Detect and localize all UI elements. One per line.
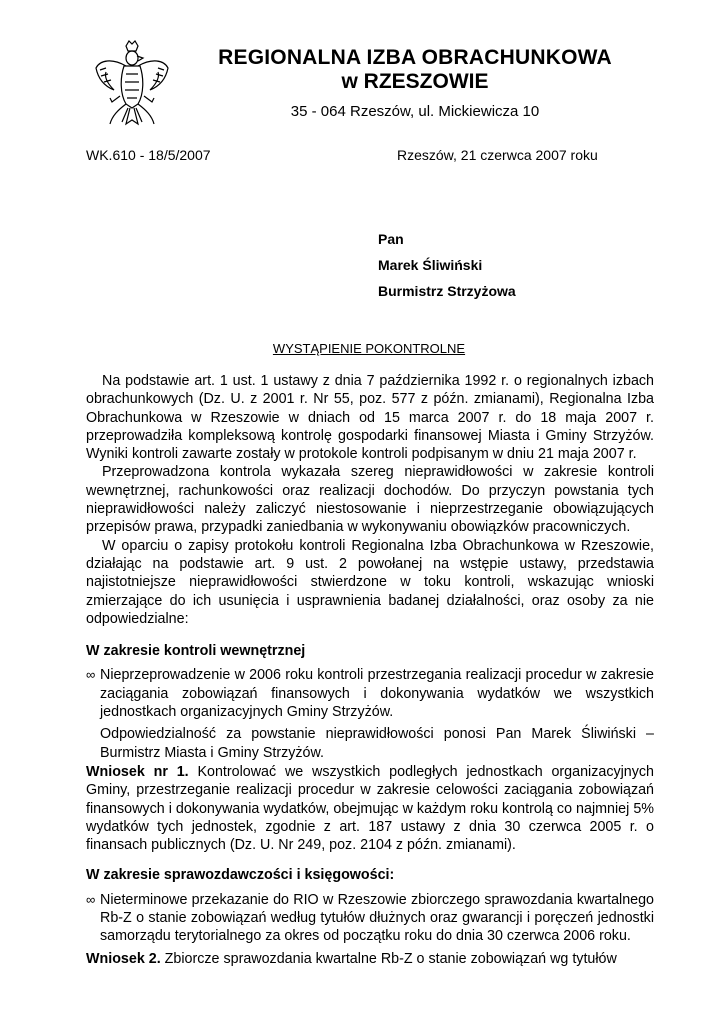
finding-text: Nieterminowe przekazanie do RIO w Rzeszowie zbiorczego sprawozdania kwartalnego Rb-Z o stanie zobowiązań według tytułów dłużnych oraz gwarancji i poręczeń jednostki samorządu terytorialnego za okres od początku roku do dnia 30 czerwca 2006 roku. [100,891,654,945]
request-label: Wniosek 2. [86,950,161,967]
addressee-salutation: Pan [378,231,404,247]
reference-number: WK.610 - 18/5/2007 [86,147,211,163]
infinity-bullet-icon: ∞ [86,891,96,907]
institution-name: REGIONALNA IZBA OBRACHUNKOWA [218,46,612,69]
request-text: Kontrolować we wszystkich podległych jednostkach organizacyjnych Gminy, przestrzeganie realizacji procedur w zakresie celowości zaciągania zobowiązań finansowych i dokonywania wydatków, obejmując w każdym roku kontrolą co najmniej 5% wydatków tych jednostek, zgodnie z art. 187 ustawy z dnia 30 czerwca 2005 r. o finansach publicznych (Dz. U. Nr 249, poz. 2104 z późn. zmianami). [86,763,654,854]
section-heading-internal-control: W zakresie kontroli wewnętrznej [86,643,306,660]
polish-eagle-emblem-icon [92,38,172,130]
document-title: WYSTĄPIENIE POKONTROLNE [272,341,466,356]
addressee-position: Burmistrz Strzyżowa [378,283,516,299]
request-paragraph [86,763,654,854]
finding-text: Nieprzeprowadzenie w 2006 roku kontroli przestrzegania realizacji procedur w zakresie zaciągania zobowiązań finansowych i dokonywania wydatków we wszystkich jednostkach organizacyjnych Gminy Strzyżów. [100,667,654,721]
addressee-name: Marek Śliwiński [378,257,483,273]
request-text: Zbiorcze sprawozdania kwartalne Rb-Z o stanie zobowiązań wg tytułów [164,950,617,967]
institution-address: 35 - 064 Rzeszów, ul. Mickiewicza 10 [290,103,540,120]
finding-item [86,891,654,946]
finding-item [86,666,654,721]
intro-paragraph: Na podstawie art. 1 ust. 1 ustawy z dnia 7 października 1992 r. o regionalnych izbach obrachunkowych (Dz. U. z 2001 r. Nr 55, poz. 577 z późn. zmianami), Regionalna Izba Obrachunkowa w Rzeszowie w dniach od 15 marca 2007 r. do 18 maja 2007 r. przeprowadziła kompleksową kontrolę gospodarki finansowej Miasta i Gminy Strzyżów. Wyniki kontroli zawarte zostały w protokole kontroli podpisanym w dniu 21 maja 2007 r. [86,373,654,463]
institution-city: w RZESZOWIE [341,70,489,93]
document-body [86,372,654,968]
place-and-date: Rzeszów, 21 czerwca 2007 roku [397,147,598,163]
intro-paragraph: W oparciu o zapisy protokołu kontroli Regionalna Izba Obrachunkowa w Rzeszowie, działając na podstawie art. 9 ust. 2 powołanej na wstępie ustawy, przedstawia najistotniejsze nieprawidłowości stwierdzone w toku kontroli, wskazując wnioski zmierzające do ich usunięcia i usprawnienia badanej działalności, oraz osoby za nie odpowiedzialne: [86,537,654,627]
responsibility-note: Odpowiedzialność za powstanie nieprawidłowości ponosi Pan Marek Śliwiński – Burmistrz Miasta i Gminy Strzyżów. [100,726,654,761]
request-paragraph [86,950,654,968]
section-heading-reporting: W zakresie sprawozdawczości i księgowości: [86,867,395,884]
infinity-bullet-icon: ∞ [86,667,96,683]
request-label: Wniosek nr 1. [86,763,189,780]
intro-paragraph: Przeprowadzona kontrola wykazała szereg nieprawidłowości w zakresie kontroli wewnętrznej, rachunkowości oraz realizacji dochodów. Do przyczyn powstania tych nieprawidłowości należy zaliczyć niestosowanie i nieprzestrzeganie obowiązujących przepisów prawa, przypadki zaniedbania w wykonywaniu obowiązków pracowniczych. [86,464,654,536]
